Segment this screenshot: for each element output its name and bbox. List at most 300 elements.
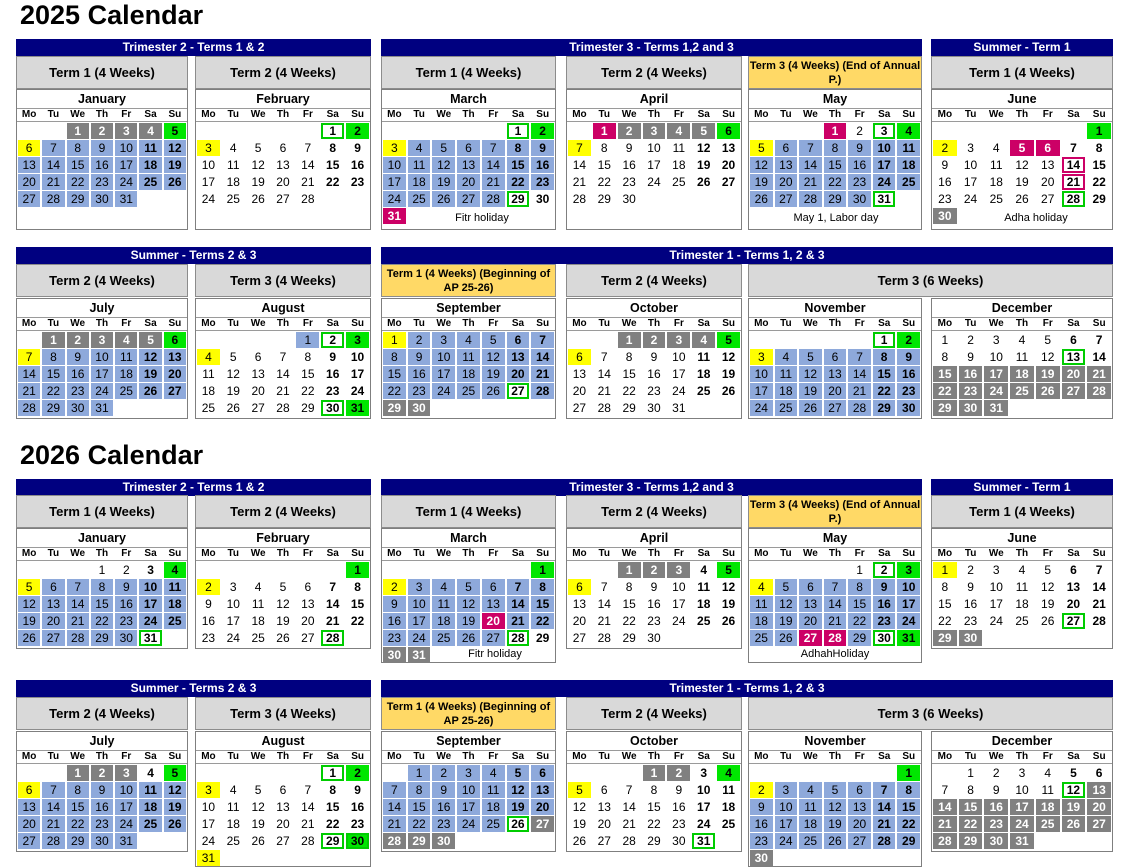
day-cell: 29 (67, 191, 89, 207)
weekday-label: Th (1015, 548, 1029, 559)
weekday-label: Su (722, 318, 735, 329)
day-cell: 31 (672, 401, 686, 415)
day-cell: 13 (848, 799, 871, 815)
term-header: Term 3 (6 Weeks) (748, 697, 1113, 730)
day-cell: 22 (897, 816, 920, 832)
month-name: January (78, 531, 126, 545)
month-2026-nov (748, 731, 922, 867)
term-header-highlight: Term 3 (4 Weeks) (End of Annual P.) (748, 495, 922, 528)
note-adha-holiday: AdhahHoliday (800, 648, 870, 660)
day-cell: 30 (647, 401, 661, 415)
day-cell: 18 (482, 799, 505, 815)
weekday-label: Th (828, 548, 842, 559)
day-cell: 10 (647, 141, 661, 155)
day-cell: 29 (507, 191, 530, 207)
day-cell: 21 (42, 174, 64, 190)
day-cell: 6 (1095, 766, 1103, 780)
day-cell: 20 (799, 613, 822, 629)
weekday-label: Tu (964, 548, 977, 559)
weekday-label: Fr (121, 318, 132, 329)
weekday-label: Sa (878, 109, 891, 120)
day-cell: 7 (531, 332, 554, 348)
day-cell: 15 (531, 596, 554, 612)
day-cell: 29 (408, 833, 431, 849)
day-cell: 17 (201, 175, 216, 189)
day-cell: 29 (933, 630, 957, 646)
day-cell: 1 (321, 765, 344, 781)
day-cell: 9 (408, 349, 431, 365)
day-cell: 13 (799, 596, 822, 612)
day-cell: 3 (457, 765, 480, 781)
day-cell: 6 (279, 141, 287, 155)
day-cell: 2 (643, 332, 666, 348)
day-cell: 8 (1095, 141, 1103, 155)
day-cell: 5 (717, 332, 740, 348)
day-cell: 6 (164, 332, 186, 348)
day-cell: 12 (139, 349, 161, 365)
day-cell: 20 (276, 175, 290, 189)
weekday-label: Tu (598, 109, 611, 120)
day-cell: 31 (1010, 833, 1034, 849)
day-cell: 10 (201, 158, 216, 172)
day-cell: 24 (1010, 816, 1034, 832)
month-name: February (256, 531, 310, 545)
day-cell: 24 (672, 384, 686, 398)
day-cell: 11 (897, 140, 920, 156)
day-cell: 28 (1092, 614, 1106, 628)
day-cell: 6 (457, 140, 480, 156)
day-cell: 25 (139, 816, 161, 832)
day-cell: 1 (67, 765, 89, 781)
weekday-label: Mo (754, 318, 769, 329)
day-cell: 12 (1062, 782, 1086, 798)
weekday-label: Fr (302, 318, 313, 329)
month-2026-jan (16, 528, 188, 649)
note-labor-day: May 1, Labor day (793, 212, 879, 224)
day-cell: 8 (91, 579, 113, 595)
day-cell: 20 (457, 174, 480, 190)
day-cell: 24 (989, 614, 1003, 628)
day-cell: 7 (848, 349, 871, 365)
term-header: Term 2 (4 Weeks) (566, 495, 742, 528)
month-2026-jun (931, 528, 1113, 649)
day-cell: 28 (301, 834, 315, 848)
month-2026-oct (566, 731, 742, 852)
day-cell: 12 (164, 140, 186, 156)
day-cell: 31 (115, 833, 137, 849)
day-cell: 28 (42, 833, 64, 849)
term-header: Term 2 (4 Weeks) (566, 264, 742, 297)
weekday-label: Sa (878, 318, 891, 329)
day-cell: 20 (301, 614, 315, 628)
day-cell: 2 (346, 765, 369, 781)
weekday-header (196, 750, 370, 764)
weekday-label: Sa (697, 548, 710, 559)
weekday-label: Tu (227, 318, 240, 329)
day-cell: 5 (824, 782, 847, 798)
month-2026-sep (381, 731, 556, 852)
term-header: Term 1 (4 Weeks) (931, 56, 1113, 89)
day-cell: 1 (531, 562, 554, 578)
day-cell: 22 (622, 384, 636, 398)
weekday-header (567, 547, 741, 561)
day-cell: 17 (115, 799, 137, 815)
weekday-label: Th (462, 751, 475, 762)
day-cell: 5 (775, 579, 798, 595)
day-cell: 26 (721, 614, 736, 628)
day-cell: 1 (618, 562, 641, 578)
day-cell: 14 (507, 596, 530, 612)
day-cell: 1 (408, 765, 431, 781)
day-cell: 21 (1087, 366, 1111, 382)
month-2025-jun (931, 89, 1113, 230)
day-cell: 14 (597, 597, 611, 611)
day-cell: 3 (115, 123, 137, 139)
term-header: Term 3 (4 Weeks) (195, 264, 371, 297)
day-cell: 23 (959, 383, 983, 399)
day-cell: 23 (91, 816, 113, 832)
day-cell: 21 (276, 384, 290, 398)
day-cell: 11 (775, 366, 798, 382)
day-cell: 31 (984, 400, 1008, 416)
day-cell: 25 (164, 613, 186, 629)
weekday-label: Su (722, 548, 735, 559)
day-cell: 30 (750, 850, 773, 866)
day-cell: 4 (164, 562, 186, 578)
weekday-label: Fr (121, 751, 132, 762)
day-cell: 14 (1092, 580, 1106, 594)
day-cell: 21 (848, 383, 871, 399)
day-cell: 19 (799, 383, 822, 399)
weekday-label: Mo (937, 548, 953, 559)
month-name: October (630, 301, 678, 315)
day-cell: 8 (941, 580, 949, 594)
term-header-highlight: Term 1 (4 Weeks) (Beginning of AP 25-26) (381, 264, 556, 297)
day-cell: 7 (941, 783, 949, 797)
day-cell: 27 (301, 631, 315, 645)
day-cell: 19 (251, 175, 265, 189)
day-cell: 15 (67, 157, 89, 173)
day-cell: 10 (897, 579, 920, 595)
day-cell: 1 (383, 332, 406, 348)
day-cell: 31 (115, 191, 137, 207)
day-cell: 27 (1087, 816, 1111, 832)
weekday-label: Tu (598, 751, 611, 762)
day-cell: 27 (848, 833, 871, 849)
weekday-label: Mo (937, 751, 953, 762)
month-2025-oct (566, 298, 742, 419)
day-cell: 24 (226, 631, 240, 645)
day-cell: 23 (350, 817, 365, 831)
day-cell: 26 (697, 175, 711, 189)
weekday-label: Sa (326, 109, 339, 120)
day-cell: 2 (967, 333, 974, 347)
weekday-header (17, 547, 187, 561)
day-cell: 24 (984, 383, 1008, 399)
day-cell: 22 (647, 817, 661, 831)
day-cell: 13 (1066, 580, 1081, 594)
weekday-label: Mo (937, 318, 953, 329)
day-cell: 23 (408, 383, 431, 399)
day-cell: 10 (91, 349, 113, 365)
day-cell: 17 (963, 175, 978, 189)
weekday-label: Tu (47, 548, 60, 559)
day-cell: 31 (139, 630, 161, 646)
weekday-label: Su (902, 109, 916, 120)
day-cell: 29 (301, 401, 315, 415)
day-cell: 3 (115, 765, 137, 781)
day-cell: 23 (938, 192, 952, 206)
day-cell: 19 (164, 157, 186, 173)
day-cell: 11 (202, 367, 215, 381)
weekday-label: Fr (1042, 751, 1053, 762)
day-cell: 13 (597, 800, 611, 814)
day-cell: 20 (597, 817, 611, 831)
day-cell: 23 (647, 614, 661, 628)
day-cell: 15 (848, 596, 871, 612)
day-cell: 12 (697, 141, 711, 155)
day-cell: 1 (321, 123, 344, 139)
day-cell: 20 (276, 817, 290, 831)
month-name: August (261, 301, 305, 315)
weekday-label: Th (276, 109, 290, 120)
weekday-label: Su (351, 548, 364, 559)
day-cell: 17 (432, 366, 455, 382)
day-cell: 21 (1092, 597, 1106, 611)
day-cell: 7 (600, 350, 608, 364)
weekday-label: Th (828, 109, 842, 120)
day-cell: 25 (1015, 614, 1029, 628)
day-cell: 4 (139, 123, 161, 139)
weekday-label: Mo (201, 548, 216, 559)
day-cell: 17 (226, 614, 240, 628)
day-cell: 7 (383, 782, 406, 798)
day-cell: 7 (304, 141, 312, 155)
weekday-label: Th (276, 751, 290, 762)
day-cell: 21 (18, 383, 40, 399)
day-cell: 13 (276, 158, 290, 172)
day-cell: 8 (625, 580, 633, 594)
weekday-label: Tu (47, 109, 60, 120)
day-cell: 17 (647, 158, 661, 172)
weekday-header (749, 108, 921, 122)
weekday-label: Mo (201, 751, 216, 762)
day-cell: 26 (721, 384, 736, 398)
weekday-label: We (621, 109, 637, 120)
day-cell: 25 (672, 175, 686, 189)
day-cell: 12 (507, 782, 530, 798)
day-cell: 18 (457, 366, 480, 382)
day-cell: 12 (750, 157, 773, 173)
day-cell: 2 (992, 766, 1000, 780)
day-cell: 15 (67, 799, 89, 815)
weekday-label: Su (351, 109, 364, 120)
day-cell: 4 (692, 332, 715, 348)
day-cell: 1 (873, 332, 896, 348)
day-cell: 3 (750, 349, 773, 365)
weekday-label: Mo (387, 548, 402, 559)
day-cell: 17 (139, 596, 161, 612)
day-cell: 4 (992, 141, 1000, 155)
month-2025-may (748, 89, 922, 230)
term-header: Term 3 (4 Weeks) (195, 697, 371, 730)
day-cell: 16 (531, 157, 554, 173)
day-cell: 5 (457, 579, 480, 595)
day-cell: 24 (750, 400, 773, 416)
weekday-label: Su (902, 318, 916, 329)
day-cell: 19 (276, 614, 290, 628)
day-cell: 4 (432, 579, 455, 595)
day-cell: 18 (408, 174, 431, 190)
day-cell: 3 (967, 141, 974, 155)
day-cell: 13 (276, 800, 290, 814)
day-cell: 7 (1095, 333, 1103, 347)
day-cell: 2 (618, 123, 641, 139)
month-2025-dec (931, 298, 1113, 419)
day-cell: 14 (42, 799, 64, 815)
day-cell: 24 (408, 630, 431, 646)
day-cell: 30 (647, 631, 661, 645)
weekday-label: Tu (413, 109, 425, 120)
weekday-label: We (70, 318, 86, 329)
day-cell: 24 (775, 833, 798, 849)
day-cell: 29 (959, 833, 983, 849)
day-cell: 25 (457, 383, 480, 399)
day-cell: 11 (990, 158, 1003, 172)
day-cell: 1 (296, 332, 319, 348)
day-cell: 9 (354, 141, 361, 155)
day-cell: 9 (848, 140, 871, 156)
day-cell: 2 (408, 332, 431, 348)
day-cell: 24 (201, 834, 216, 848)
day-cell: 3 (775, 782, 798, 798)
day-cell: 2 (346, 123, 369, 139)
day-cell: 14 (276, 367, 290, 381)
day-cell: 18 (721, 800, 736, 814)
day-cell: 25 (139, 174, 161, 190)
day-cell: 16 (873, 596, 896, 612)
page-title-2025: 2025 Calendar (20, 0, 204, 30)
day-cell: 8 (42, 349, 64, 365)
weekday-label: Sa (144, 548, 157, 559)
weekday-label: Tu (47, 751, 60, 762)
band-trimester-2: Trimester 2 - Terms 1 & 2 (16, 479, 371, 496)
day-cell: 5 (750, 140, 773, 156)
day-cell: 30 (383, 647, 406, 663)
day-cell: 2 (197, 579, 220, 595)
day-cell: 17 (115, 157, 137, 173)
month-2025-nov (748, 298, 922, 419)
weekday-header (567, 108, 741, 122)
day-cell: 15 (383, 366, 406, 382)
day-cell: 25 (897, 174, 920, 190)
day-cell: 25 (1010, 383, 1034, 399)
day-cell: 7 (507, 579, 530, 595)
day-cell: 16 (963, 597, 978, 611)
day-cell: 19 (164, 799, 186, 815)
day-cell: 8 (873, 349, 896, 365)
day-cell: 17 (457, 799, 480, 815)
weekday-header (196, 317, 370, 331)
day-cell: 8 (329, 141, 337, 155)
day-cell: 2 (750, 782, 773, 798)
day-cell: 25 (697, 614, 711, 628)
day-cell: 24 (115, 816, 137, 832)
day-cell: 16 (622, 158, 636, 172)
day-cell: 13 (572, 597, 587, 611)
day-cell: 29 (1092, 192, 1106, 206)
day-cell: 30 (346, 833, 369, 849)
day-cell: 26 (251, 834, 265, 848)
day-cell: 18 (750, 613, 773, 629)
weekday-label: Su (168, 109, 182, 120)
day-cell: 18 (799, 816, 822, 832)
month-2026-feb (195, 528, 371, 649)
day-cell: 21 (933, 816, 957, 832)
day-cell: 13 (572, 367, 587, 381)
day-cell: 5 (1044, 333, 1052, 347)
day-cell: 31 (383, 208, 406, 224)
weekday-label: Th (828, 751, 842, 762)
weekday-label: Su (1092, 318, 1106, 329)
day-cell: 14 (933, 799, 957, 815)
day-cell: 7 (799, 140, 822, 156)
day-cell: 7 (329, 580, 337, 594)
day-cell: 19 (1062, 799, 1086, 815)
day-cell: 21 (824, 613, 847, 629)
day-cell: 21 (622, 817, 636, 831)
day-cell: 26 (276, 631, 290, 645)
day-cell: 26 (251, 192, 265, 206)
day-cell: 22 (597, 175, 611, 189)
day-cell: 8 (967, 783, 974, 797)
day-cell: 14 (18, 366, 40, 382)
day-cell: 9 (675, 783, 683, 797)
day-cell: 31 (346, 400, 369, 416)
day-cell: 18 (226, 175, 240, 189)
day-cell: 29 (622, 631, 636, 645)
term-header: Term 1 (4 Weeks) (381, 495, 556, 528)
day-cell: 28 (67, 630, 89, 646)
day-cell: 25 (115, 383, 137, 399)
day-cell: 6 (482, 579, 505, 595)
weekday-label: Mo (572, 548, 587, 559)
month-2026-mar (381, 528, 556, 663)
month-2026-apr (566, 528, 742, 649)
day-cell: 15 (42, 366, 64, 382)
day-cell: 14 (42, 157, 64, 173)
day-cell: 30 (91, 191, 113, 207)
weekday-header (567, 317, 741, 331)
day-cell: 27 (276, 192, 290, 206)
weekday-label: Mo (387, 751, 402, 762)
day-cell: 9 (115, 579, 137, 595)
day-cell: 13 (721, 141, 736, 155)
day-cell: 30 (984, 833, 1008, 849)
day-cell: 1 (1087, 123, 1111, 139)
day-cell: 10 (115, 140, 137, 156)
day-cell: 6 (42, 579, 64, 595)
day-cell: 9 (873, 579, 896, 595)
weekday-label: We (803, 751, 818, 762)
day-cell: 6 (568, 349, 591, 365)
day-cell: 10 (139, 579, 161, 595)
day-cell: 26 (226, 401, 240, 415)
day-cell: 24 (115, 174, 137, 190)
day-cell: 18 (251, 614, 265, 628)
day-cell: 13 (457, 157, 480, 173)
day-cell: 12 (226, 367, 240, 381)
